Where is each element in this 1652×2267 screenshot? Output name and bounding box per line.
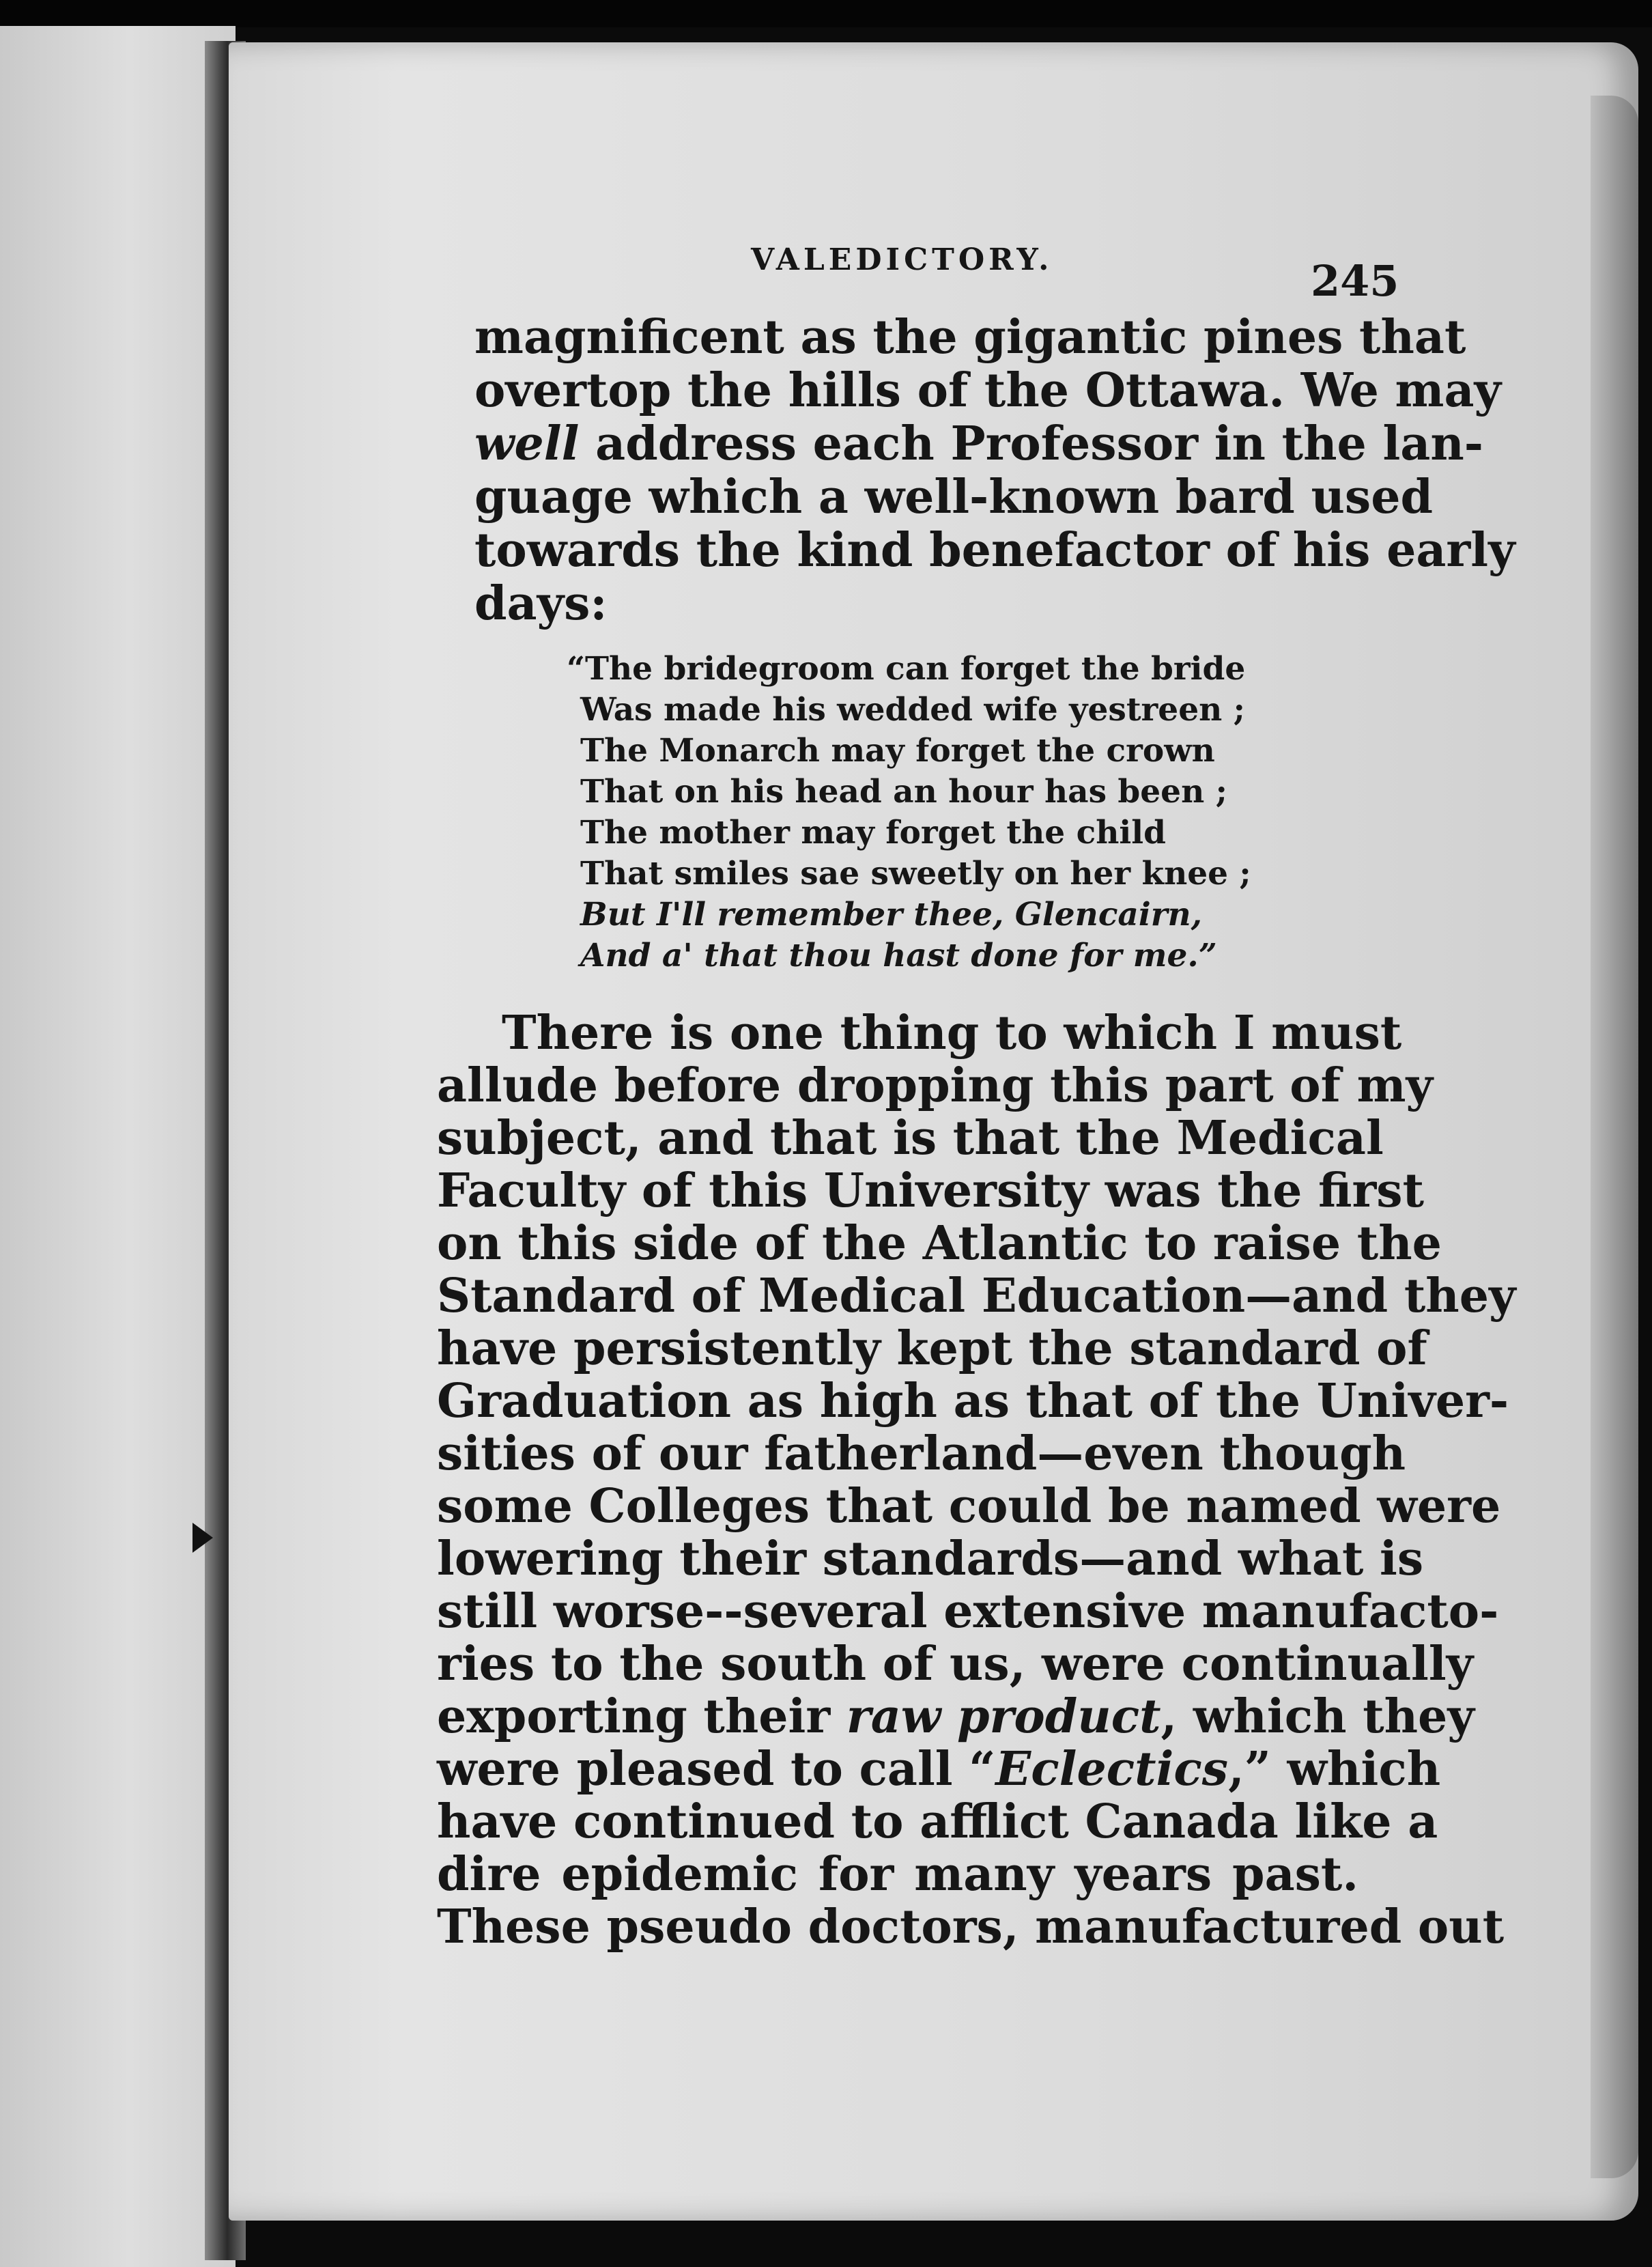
text-line: have continued to afflict Canada like a (437, 1794, 1438, 1849)
verse-line (567, 935, 1283, 976)
text-line (474, 417, 1484, 471)
verse-line: The Monarch may forget the crown (580, 732, 1215, 770)
paragraph-2 (437, 1006, 1516, 1954)
verse-line (567, 895, 1283, 935)
text-line: Graduation as high as that of the Univer- (437, 1374, 1509, 1428)
text-fragment: address each Professor in the lan- (579, 417, 1484, 471)
text-line: overtop the hills of the Ottawa. We may (474, 363, 1502, 418)
text-line: sities of our fatherland—even though (437, 1426, 1406, 1481)
text-line: still worse--several extensive manufacto- (437, 1584, 1499, 1639)
verse-line: Was made his wedded wife yestreen ; (580, 691, 1245, 729)
paragraph-1 (474, 310, 1515, 631)
text-fragment: , which they (1160, 1689, 1475, 1744)
text-line: guage which a well-known bard used (474, 470, 1434, 524)
text-line: on this side of the Atlantic to raise the (437, 1216, 1442, 1271)
verse-line: That smiles sae sweetly on her knee ; (580, 855, 1251, 892)
text-line: ries to the south of us, were continually (437, 1637, 1474, 1691)
verse-quotation (567, 649, 1283, 976)
verse-line: “The bridegroom can forget the bride (567, 650, 1246, 688)
text-line (437, 1689, 1475, 1744)
text-line: lowering their standards—and what is (437, 1532, 1424, 1586)
text-line: allude before dropping this part of my (437, 1058, 1434, 1113)
verse-italic: And a' that thou hast done for me.” (580, 937, 1217, 974)
verse-line: That on his head an hour has been ; (580, 773, 1227, 811)
text-line: magnificent as the gigantic pines that (474, 310, 1466, 365)
text-line: subject, and that is that the Medical (437, 1111, 1384, 1166)
text-fragment: exporting their (437, 1689, 846, 1744)
text-line: These pseudo doctors, manufactured out (437, 1900, 1505, 1954)
text-line: some Colleges that could be named were (437, 1479, 1501, 1534)
text-line: towards the kind benefactor of his early (474, 523, 1515, 578)
text-line: Standard of Medical Education—and they (437, 1269, 1516, 1323)
text-line: dire epidemic for many years past. (437, 1847, 1358, 1902)
verse-italic: But I'll remember thee, Glencairn, (580, 896, 1203, 933)
page-number: 245 (1311, 256, 1399, 306)
verse-line: The mother may forget the child (580, 814, 1166, 851)
emphasis: raw product (846, 1689, 1161, 1744)
emphasis: Eclectics (995, 1742, 1229, 1797)
text-fragment: were pleased to call “ (437, 1742, 996, 1797)
emphasis: well (474, 417, 580, 471)
running-head: VALEDICTORY. (751, 242, 1053, 277)
text-line: have persistently kept the standard of (437, 1321, 1427, 1376)
text-line: There is one thing to which I must (502, 1006, 1402, 1060)
text-line: days: (474, 576, 608, 631)
text-fragment: ,” which (1228, 1742, 1441, 1797)
text-line (437, 1742, 1441, 1797)
text-line: Faculty of this University was the first (437, 1164, 1424, 1218)
